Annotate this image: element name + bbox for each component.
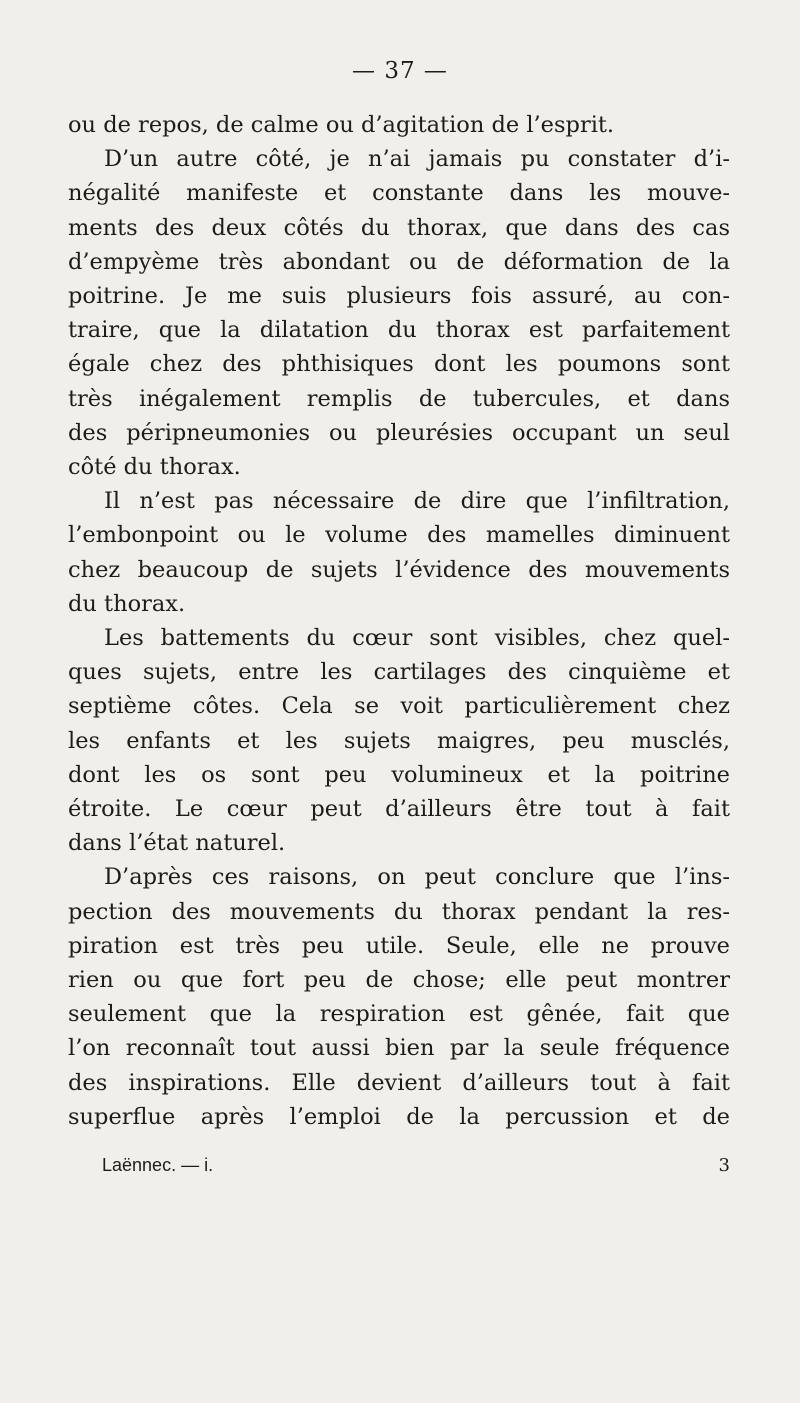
text-line: piration est très peu utile. Seule, elle ne prouve (68, 932, 730, 959)
text-line: Les battements du cœur sont visibles, chez quel- (104, 625, 730, 651)
text-line: septième côtes. Cela se voit particulièrement chez (68, 693, 730, 720)
text-line: les enfants et les sujets maigres, peu musclés, (68, 727, 730, 754)
text-line: seulement que la respiration est gênée, fait que (68, 1001, 730, 1028)
text-line: ques sujets, entre les cartilages des cinquième et (68, 659, 730, 686)
text-line: du thorax. (68, 590, 186, 617)
text-line: superflue après l’emploi de la percussion et de (68, 1103, 730, 1130)
text-line: des péripneumonies ou pleurésies occupant un seul (68, 419, 730, 446)
text-line: égale chez des phthisiques dont les poumons sont (68, 351, 730, 378)
text-line: d’empyème très abondant ou de déformation de la (68, 248, 730, 275)
text-line: étroite. Le cœur peut d’ailleurs être tout à fait (68, 796, 730, 822)
text-line: D’un autre côté, je n’ai jamais pu constater d’i- (104, 146, 730, 173)
footer-author: Laënnec. — i. (102, 1155, 214, 1175)
text-line: traire, que la dilatation du thorax est parfaitement (68, 317, 730, 344)
text-line: très inégalement remplis de tubercules, et dans (68, 385, 730, 412)
text-line: négalité manifeste et constante dans les mouve- (68, 180, 730, 207)
text-line: Il n’est pas nécessaire de dire que l’infiltration, (104, 488, 730, 515)
signature-mark: 3 (718, 1155, 730, 1176)
text-line: D’après ces raisons, on peut conclure que l’ins- (104, 864, 730, 891)
page-number: — 37 — (352, 58, 448, 84)
text-line: dont les os sont peu volumineux et la poitrine (68, 761, 730, 788)
text-line: ments des deux côtés du thorax, que dans des cas (68, 214, 730, 241)
text-line: poitrine. Je me suis plusieurs fois assuré, au con- (68, 283, 730, 309)
text-line: l’on reconnaît tout aussi bien par la seule fréquence (68, 1035, 730, 1062)
text-line: dans l’état naturel. (68, 830, 286, 857)
text-line: côté du thorax. (68, 454, 241, 480)
text-line: pection des mouvements du thorax pendant la res- (68, 898, 730, 925)
text-line: l’embonpoint ou le volume des mamelles diminuent (68, 522, 730, 549)
text-line: ou de repos, de calme ou d’agitation de l’esprit. (68, 112, 615, 138)
page-footer (102, 1155, 730, 1176)
text-line: des inspirations. Elle devient d’ailleurs tout à fait (68, 1069, 730, 1096)
text-line: rien ou que fort peu de chose; elle peut montrer (68, 967, 730, 993)
text-line: chez beaucoup de sujets l’évidence des mouvements (68, 556, 730, 583)
